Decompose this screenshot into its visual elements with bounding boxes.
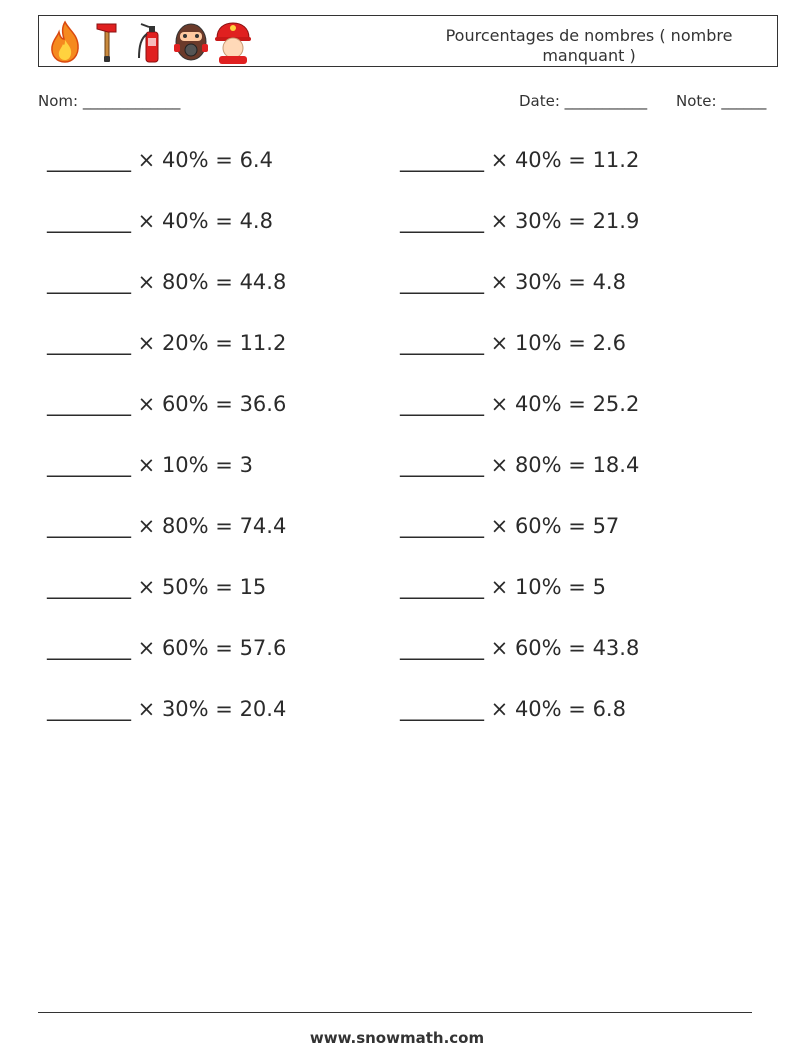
problem-right-9: ________ × 60% = 43.8 <box>400 636 640 660</box>
worksheet-header <box>38 15 778 67</box>
note-field: Note: ______ <box>676 92 767 110</box>
problem-right-7: ________ × 60% = 57 <box>400 514 620 538</box>
problem-right-6: ________ × 80% = 18.4 <box>400 453 640 477</box>
problem-left-1: ________ × 40% = 6.4 <box>47 148 273 172</box>
header-icons <box>45 18 255 66</box>
problem-left-7: ________ × 80% = 74.4 <box>47 514 287 538</box>
footer-divider <box>38 1012 752 1013</box>
problem-right-5: ________ × 40% = 25.2 <box>400 392 640 416</box>
fire-extinguisher-icon <box>129 19 169 65</box>
problem-left-10: ________ × 30% = 20.4 <box>47 697 287 721</box>
problem-right-2: ________ × 30% = 21.9 <box>400 209 640 233</box>
problem-left-3: ________ × 80% = 44.8 <box>47 270 287 294</box>
problem-right-1: ________ × 40% = 11.2 <box>400 148 640 172</box>
gas-mask-icon <box>171 19 211 65</box>
fire-icon <box>45 19 85 65</box>
name-field: Nom: _____________ <box>38 92 181 110</box>
problem-left-4: ________ × 20% = 11.2 <box>47 331 287 355</box>
problem-left-5: ________ × 60% = 36.6 <box>47 392 287 416</box>
problem-left-9: ________ × 60% = 57.6 <box>47 636 287 660</box>
problem-right-4: ________ × 10% = 2.6 <box>400 331 626 355</box>
firefighter-icon <box>213 19 253 65</box>
problem-left-8: ________ × 50% = 15 <box>47 575 267 599</box>
problem-right-8: ________ × 10% = 5 <box>400 575 606 599</box>
problem-right-10: ________ × 40% = 6.8 <box>400 697 626 721</box>
fire-axe-icon <box>87 19 127 65</box>
worksheet-title: Pourcentages de nombres ( nombre manquant ) <box>445 26 733 65</box>
date-field: Date: ___________ <box>519 92 648 110</box>
problem-right-3: ________ × 30% = 4.8 <box>400 270 626 294</box>
footer-url[interactable]: www.snowmath.com <box>309 1029 485 1047</box>
problem-left-6: ________ × 10% = 3 <box>47 453 253 477</box>
problem-left-2: ________ × 40% = 4.8 <box>47 209 273 233</box>
